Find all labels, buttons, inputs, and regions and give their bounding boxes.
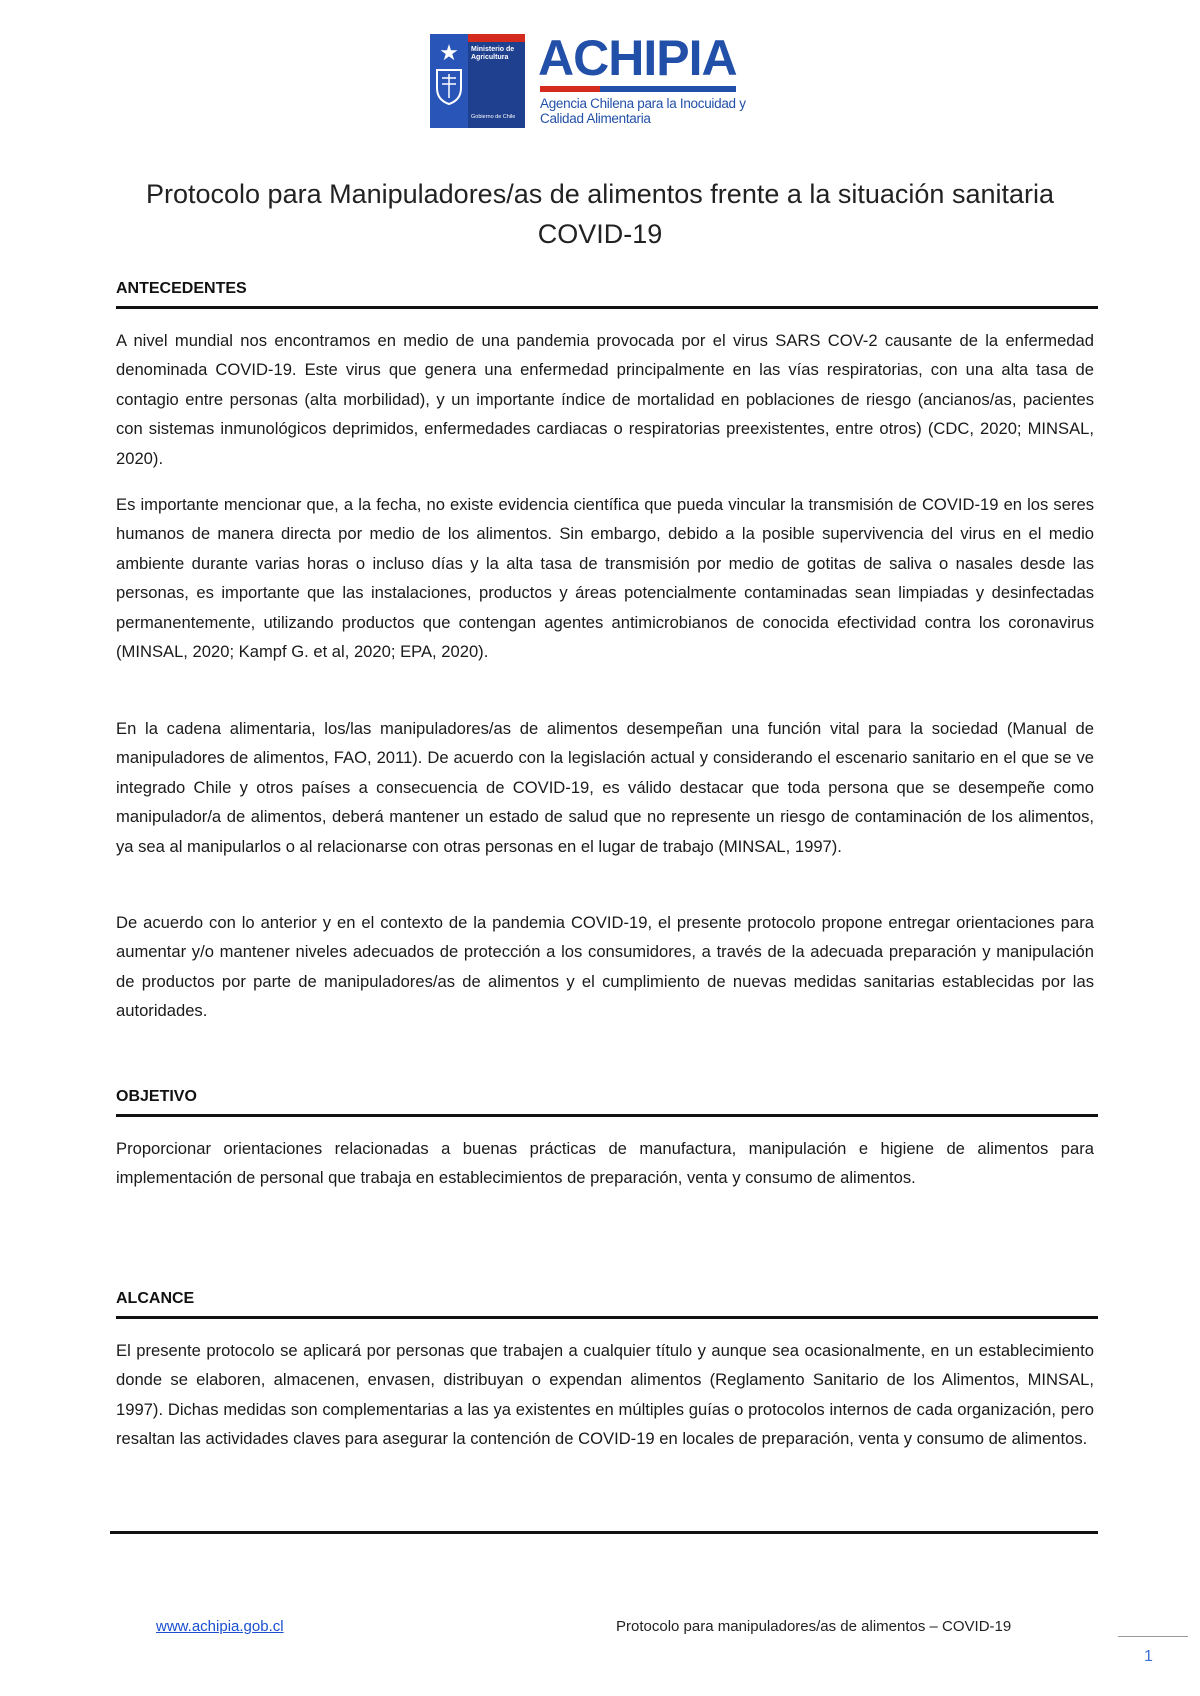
section-heading-antecedentes: ANTECEDENTES [116, 280, 247, 297]
section-rule [116, 306, 1098, 309]
header-logo [430, 30, 746, 130]
gov-ministry-text: Ministerio de Agricultura [471, 46, 515, 61]
gov-country-text: Gobierno de Chile [471, 114, 516, 120]
brand-subtitle: Agencia Chilena para la Inocuidad y Calidad Alimentaria [540, 96, 746, 126]
section-rule [116, 1316, 1098, 1319]
section-heading-objetivo: OBJETIVO [116, 1088, 197, 1105]
paragraph: En la cadena alimentaria, los/las manipuladores/as de alimentos desempeñan una función vital para la sociedad (Manual de manipuladores de alimentos, FAO, 2011). De acuerdo con la legislación actual y considerando el escenario sanitario en el que se ve integrado Chile y otros países a consecuencia de COVID-19, es válido destacar que toda persona que se desempeñe como manipulador/a de alimentos, deberá mantener un estado de salud que no represente un riesgo de contaminación de los alimentos, ya sea al manipularlos o al relacionarse con otras personas en el lugar de trabajo (MINSAL, 1997). [116, 719, 1094, 856]
paragraph: Proporcionar orientaciones relacionadas a buenas prácticas de manufactura, manipulación e higiene de alimentos para implementación de personal que trabaja en establecimientos de preparación, venta y consumo de alimentos. [116, 1139, 1094, 1188]
paragraph: A nivel mundial nos encontramos en medio de una pandemia provocada por el virus SARS COV-2 causante de la enfermedad denominada COVID-19. Este virus que genera una enfermedad principalmente en las vías respiratorias, con una alta tasa de contagio entre personas (alta morbilidad), y un importante índice de mortalidad en poblaciones de riesgo (ancianos/as, pacientes con sistemas inmunológicos deprimidos, enfermedades cardiacas o respiratorias preexistentes, entre otros) (CDC, 2020; MINSAL, 2020). [116, 331, 1094, 468]
document-title: Protocolo para Manipuladores/as de alimentos frente a la situación sanitaria COVID-19 [145, 179, 1055, 249]
paragraph: El presente protocolo se aplicará por personas que trabajen a cualquier título y aunque sea ocasionalmente, en un establecimiento donde se elaboren, almacenen, envasen, distribuyan o expendan alimentos (Reglamento Sanitario de los Alimentos, MINSAL, 1997). Dichas medidas son complementarias a las ya existentes en múltiples guías o protocolos internos de cada organización, pero resaltan las actividades claves para asegurar la contención de COVID-19 en locales de preparación, venta y consumo de alimentos. [116, 1341, 1094, 1449]
section-heading-alcance: ALCANCE [116, 1290, 195, 1307]
brand-name: ACHIPIA [538, 30, 737, 86]
paragraph: Es importante mencionar que, a la fecha, no existe evidencia científica que pueda vincular la transmisión de COVID-19 en los seres humanos de manera directa por medio de los alimentos. Sin embargo, debido a la posible supervivencia del virus en el medio ambiente durante varias horas o incluso días y la alta tasa de transmisión por medio de gotitas de saliva o nasales desde las personas, es importante que las instalaciones, productos y áreas potencialmente contaminadas sean limpiadas y desinfectadas permanentemente, utilizando productos que contengan agentes antimicrobianos de conocida efectividad contra los coronavirus (MINSAL, 2020; Kampf G. et al, 2020; EPA, 2020). [116, 495, 1094, 662]
star-icon: ★ [439, 40, 459, 65]
gobierno-chile-logo [430, 34, 525, 128]
paragraph: De acuerdo con lo anterior y en el contexto de la pandemia COVID-19, el presente protocolo propone entregar orientaciones para aumentar y/o mantener niveles adecuados de protección a los consumidores, a través de la adecuada preparación y manipulación de productos por parte de manipuladores/as de alimentos y el cumplimiento de nuevas medidas sanitarias establecidas por las autoridades. [116, 913, 1094, 1021]
page-number: 1 [1144, 1648, 1153, 1665]
footer-title: Protocolo para manipuladores/as de alimentos – COVID-19 [616, 1618, 1012, 1635]
footer-rule [110, 1531, 1098, 1534]
section-rule [116, 1114, 1098, 1117]
coat-of-arms-icon [434, 68, 464, 106]
brand-color-bars [540, 86, 736, 92]
page-number-rule [1118, 1636, 1188, 1637]
website-link[interactable]: www.achipia.gob.cl [156, 1618, 284, 1635]
